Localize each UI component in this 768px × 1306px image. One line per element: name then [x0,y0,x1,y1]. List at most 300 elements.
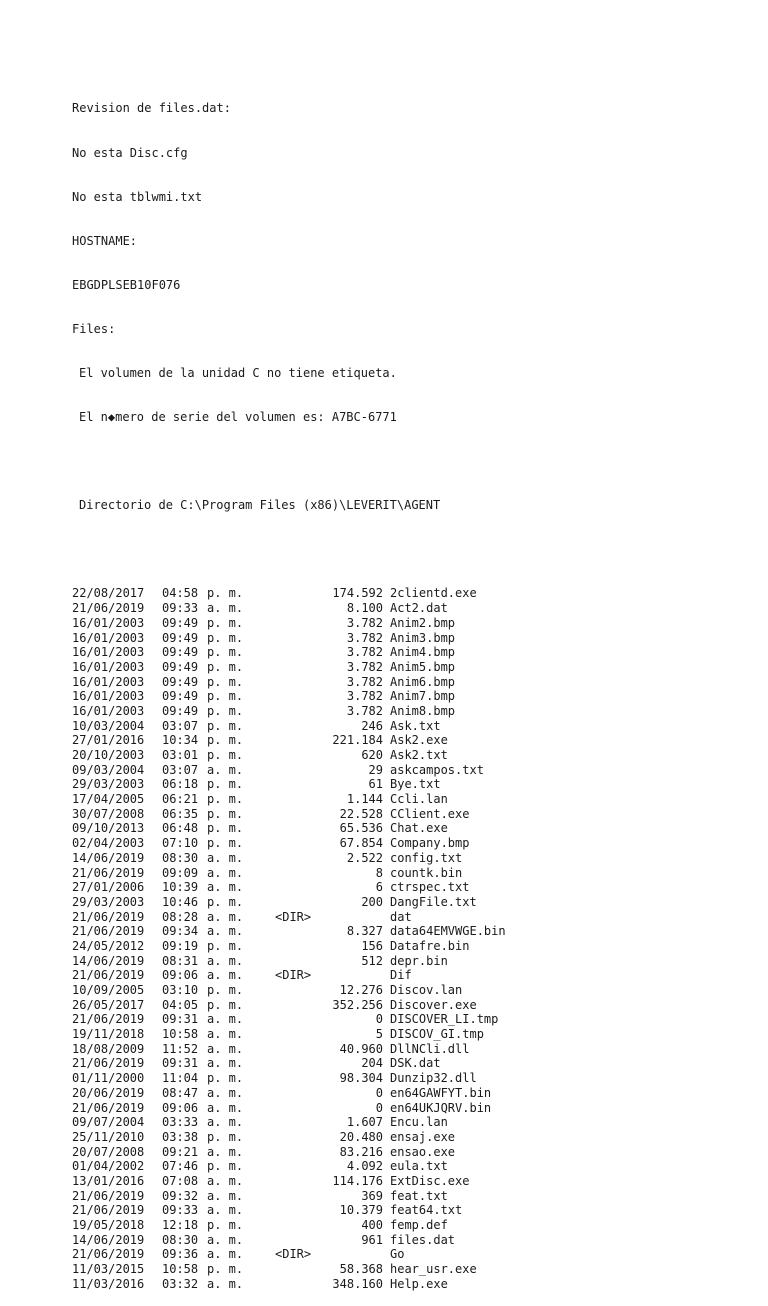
listing-date: 09/10/2013 [72,821,145,836]
listing-size: 3.782 [346,630,383,645]
listing-size: 83.216 [339,1144,383,1159]
directory-line: Directorio de C:\Program Files (x86)\LEVERIT\AGENT [79,498,441,513]
listing-date: 11/03/2016 [72,1276,145,1291]
listing-filename: 2clientd.exe [390,586,477,601]
listing-filename: feat.txt [390,1188,448,1203]
listing-row [72,910,506,925]
listing-filename: Discov.lan [390,983,463,997]
listing-time: 10:34 [162,733,199,748]
listing-filename: files.dat [390,1232,456,1247]
listing-size: 22.528 [339,806,383,821]
listing-row [72,851,506,866]
listing-filename: Ask.txt [390,718,441,733]
listing-date: 20/10/2003 [72,748,145,762]
listing-row [72,1174,506,1189]
listing-size: 8 [375,865,383,880]
listing-size: 61 [368,777,383,792]
listing-time: 09:49 [162,645,199,660]
listing-size: 0 [375,1100,383,1115]
listing-size: 40.960 [339,1041,383,1056]
header-line-tblwmi: No esta tblwmi.txt [72,189,203,204]
listing-row [72,1218,506,1233]
listing-ampm: p. m. [207,983,244,997]
listing-size: 12.276 [339,983,383,997]
listing-date: 21/06/2019 [72,1247,145,1262]
listing-row [72,1203,506,1218]
listing-ampm: a. m. [207,924,244,939]
listing-date: 11/03/2015 [72,1262,145,1277]
volume-label-line: El volumen de la unidad C no tiene etiqueta. [79,365,397,380]
listing-size: 0 [375,1012,383,1027]
listing-filename: Datafre.bin [390,938,470,953]
listing-date: 16/01/2003 [72,645,145,660]
listing-time: 06:35 [162,806,199,821]
listing-time: 09:33 [162,1203,199,1218]
listing-date: 13/01/2016 [72,1173,145,1188]
listing-row [72,821,506,836]
listing-row [72,1130,506,1145]
listing-ampm: a. m. [207,1232,244,1247]
listing-ampm: p. m. [207,645,244,660]
header-line-hostname-label: HOSTNAME: [72,233,138,248]
listing-time: 07:46 [162,1159,199,1174]
listing-size: 65.536 [339,821,383,836]
listing-ampm: p. m. [207,674,244,689]
listing-row [72,704,506,719]
listing-row [72,1159,506,1174]
listing-ampm: p. m. [207,806,244,821]
listing-size: 4.092 [346,1159,383,1174]
listing-dir-marker: <DIR> [275,968,312,983]
listing-dir-marker: <DIR> [275,909,312,924]
listing-filename: DllNCli.dll [390,1041,470,1056]
listing-filename: Anim6.bmp [390,674,456,689]
listing-filename: Ccli.lan [390,792,448,807]
listing-filename: Help.exe [390,1276,448,1291]
listing-ampm: a. m. [207,601,244,616]
listing-filename: Discover.exe [390,997,477,1012]
listing-row [72,1262,506,1277]
listing-ampm: p. m. [207,586,244,601]
listing-date: 14/06/2019 [72,1232,145,1247]
listing-size: 352.256 [332,997,383,1012]
header-line-files-label: Files: [72,321,116,336]
listing-ampm: p. m. [207,777,244,792]
listing-filename: ensaj.exe [390,1129,456,1144]
listing-filename: ctrspec.txt [390,880,470,895]
listing-ampm: p. m. [207,689,244,704]
listing-filename: hear_usr.exe [390,1262,477,1277]
listing-filename: countk.bin [390,865,463,880]
listing-time: 09:49 [162,659,199,674]
header-line-revision: Revision de files.dat: [72,101,231,116]
listing-row [72,777,506,792]
listing-size: 348.160 [332,1276,383,1291]
listing-row [72,954,506,969]
listing-date: 21/06/2019 [72,1100,145,1115]
listing-size: 98.304 [339,1071,383,1086]
listing-date: 25/11/2010 [72,1129,145,1144]
listing-time: 10:58 [162,1262,199,1277]
listing-row [72,1145,506,1160]
listing-time: 08:47 [162,1085,199,1100]
listing-time: 09:49 [162,615,199,630]
listing-filename: Anim5.bmp [390,659,456,674]
listing-filename: Anim4.bmp [390,645,456,660]
listing-row [72,675,506,690]
listing-time: 06:18 [162,777,199,792]
listing-date: 09/03/2004 [72,762,145,777]
listing-date: 21/06/2019 [72,909,145,924]
listing-size: 204 [361,1056,383,1071]
listing-size: 174.592 [332,586,383,601]
listing-size: 369 [361,1188,383,1203]
listing-filename: Anim2.bmp [390,615,456,630]
listing-date: 21/06/2019 [72,1012,145,1027]
listing-filename: Anim8.bmp [390,703,456,718]
listing-row [72,733,506,748]
listing-size: 221.184 [332,733,383,748]
listing-date: 16/01/2003 [72,630,145,645]
listing-ampm: p. m. [207,703,244,718]
listing-ampm: p. m. [207,821,244,836]
listing-date: 30/07/2008 [72,806,145,821]
listing-row [72,616,506,631]
listing-time: 04:58 [162,586,199,601]
listing-size: 5 [375,1027,383,1042]
listing-row [72,1071,506,1086]
listing-size: 156 [361,938,383,953]
listing-ampm: a. m. [207,1085,244,1100]
listing-row [72,1115,506,1130]
listing-ampm: a. m. [207,1247,244,1262]
listing-ampm: a. m. [207,1203,244,1218]
listing-date: 21/06/2019 [72,865,145,880]
listing-ampm: a. m. [207,1012,244,1027]
listing-filename: data64EMVWGE.bin [390,924,506,939]
listing-ampm: a. m. [207,762,244,777]
listing-time: 09:06 [162,1100,199,1115]
listing-size: 114.176 [332,1173,383,1188]
listing-row [72,1027,506,1042]
listing-ampm: a. m. [207,865,244,880]
listing-size: 3.782 [346,645,383,660]
listing-filename: DSK.dat [390,1056,441,1071]
listing-ampm: p. m. [207,938,244,953]
listing-size: 0 [375,1085,383,1100]
listing-size: 10.379 [339,1203,383,1218]
listing-filename: Encu.lan [390,1115,448,1130]
listing-filename: DISCOVER_LI.tmp [390,1012,499,1027]
listing-size: 58.368 [339,1262,383,1277]
listing-date: 27/01/2006 [72,880,145,895]
listing-row [72,1012,506,1027]
listing-filename: dat [390,909,412,924]
listing-ampm: a. m. [207,1188,244,1203]
listing-ampm: a. m. [207,1027,244,1042]
listing-date: 01/11/2000 [72,1071,145,1086]
blank-line [72,542,506,557]
listing-time: 11:04 [162,1071,199,1086]
file-listing [72,586,506,1291]
listing-ampm: p. m. [207,1218,244,1232]
listing-filename: config.txt [390,850,463,865]
listing-date: 16/01/2003 [72,659,145,674]
listing-filename: Go [390,1247,405,1262]
listing-date: 21/06/2019 [72,968,145,983]
listing-date: 21/06/2019 [72,924,145,939]
listing-row [72,586,506,601]
listing-ampm: p. m. [207,1262,244,1277]
listing-row [72,792,506,807]
listing-time: 03:38 [162,1129,199,1144]
listing-date: 20/06/2019 [72,1085,145,1100]
listing-row [72,631,506,646]
listing-filename: DangFile.txt [390,894,477,909]
listing-date: 10/09/2005 [72,983,145,997]
listing-time: 03:10 [162,983,199,997]
listing-row [72,763,506,778]
listing-dir-marker: <DIR> [275,1247,312,1262]
listing-time: 08:30 [162,1232,199,1247]
listing-time: 09:33 [162,601,199,616]
listing-date: 26/05/2017 [72,997,145,1012]
listing-date: 17/04/2005 [72,792,145,807]
listing-row [72,748,506,763]
listing-filename: depr.bin [390,953,448,968]
listing-row [72,866,506,881]
listing-date: 21/06/2019 [72,601,145,616]
listing-time: 09:32 [162,1188,199,1203]
listing-filename: ensao.exe [390,1144,456,1159]
listing-filename: CClient.exe [390,806,470,821]
listing-ampm: p. m. [207,630,244,645]
listing-filename: askcampos.txt [390,762,484,777]
listing-ampm: p. m. [207,748,244,762]
listing-ampm: p. m. [207,718,244,733]
listing-filename: femp.def [390,1218,448,1232]
listing-filename: Anim3.bmp [390,630,456,645]
listing-date: 20/07/2008 [72,1144,145,1159]
listing-date: 14/06/2019 [72,953,145,968]
listing-size: 620 [361,748,383,762]
listing-time: 07:10 [162,836,199,851]
listing-size: 3.782 [346,615,383,630]
header-line-disc-cfg: No esta Disc.cfg [72,145,188,160]
listing-date: 21/06/2019 [72,1056,145,1071]
listing-date: 22/08/2017 [72,586,145,601]
listing-time: 09:09 [162,865,199,880]
listing-row [72,807,506,822]
listing-date: 21/06/2019 [72,1203,145,1218]
listing-ampm: p. m. [207,792,244,807]
listing-size: 8.327 [346,924,383,939]
listing-ampm: p. m. [207,1071,244,1086]
listing-filename: DISCOV_GI.tmp [390,1027,484,1042]
listing-size: 3.782 [346,659,383,674]
listing-time: 09:49 [162,630,199,645]
listing-ampm: p. m. [207,836,244,851]
listing-time: 08:28 [162,909,199,924]
listing-time: 09:06 [162,968,199,983]
listing-time: 03:01 [162,748,199,762]
listing-date: 29/03/2003 [72,894,145,909]
listing-size: 29 [368,762,383,777]
listing-time: 03:33 [162,1115,199,1130]
listing-filename: Dif [390,968,412,983]
listing-date: 27/01/2016 [72,733,145,748]
listing-filename: Company.bmp [390,836,470,851]
listing-size: 1.144 [346,792,383,807]
listing-size: 3.782 [346,674,383,689]
listing-date: 09/07/2004 [72,1115,145,1130]
listing-size: 1.607 [346,1115,383,1130]
listing-time: 04:05 [162,997,199,1012]
listing-time: 08:31 [162,953,199,968]
listing-ampm: p. m. [207,1129,244,1144]
listing-row [72,924,506,939]
listing-time: 12:18 [162,1218,199,1232]
listing-date: 18/08/2009 [72,1041,145,1056]
listing-size: 246 [361,718,383,733]
listing-size: 200 [361,894,383,909]
volume-serial-line: El n◆mero de serie del volumen es: A7BC-6771 [79,410,397,425]
listing-filename: Ask2.txt [390,748,448,762]
listing-row [72,968,506,983]
listing-filename: Anim7.bmp [390,689,456,704]
listing-ampm: p. m. [207,894,244,909]
listing-size: 20.480 [339,1129,383,1144]
listing-filename: Dunzip32.dll [390,1071,477,1086]
listing-ampm: a. m. [207,968,244,983]
listing-filename: Chat.exe [390,821,448,836]
listing-time: 10:46 [162,894,199,909]
listing-ampm: a. m. [207,953,244,968]
listing-row [72,1101,506,1116]
listing-ampm: a. m. [207,1144,244,1159]
listing-row [72,719,506,734]
listing-size: 2.522 [346,850,383,865]
listing-date: 01/04/2002 [72,1159,145,1174]
listing-time: 03:07 [162,762,199,777]
listing-ampm: a. m. [207,1115,244,1130]
listing-date: 19/05/2018 [72,1218,145,1232]
listing-time: 06:48 [162,821,199,836]
listing-row [72,1189,506,1204]
listing-row [72,1247,506,1262]
listing-size: 961 [361,1232,383,1247]
listing-time: 10:58 [162,1027,199,1042]
listing-date: 16/01/2003 [72,703,145,718]
listing-time: 09:31 [162,1012,199,1027]
listing-size: 400 [361,1218,383,1232]
listing-time: 09:49 [162,703,199,718]
listing-time: 09:34 [162,924,199,939]
listing-time: 09:36 [162,1247,199,1262]
listing-row [72,1277,506,1292]
listing-time: 09:31 [162,1056,199,1071]
listing-row [72,689,506,704]
listing-filename: Bye.txt [390,777,441,792]
listing-row [72,1086,506,1101]
listing-filename: en64GAWFYT.bin [390,1085,492,1100]
listing-filename: ExtDisc.exe [390,1173,470,1188]
listing-ampm: a. m. [207,909,244,924]
listing-date: 21/06/2019 [72,1188,145,1203]
listing-date: 10/03/2004 [72,718,145,733]
listing-date: 14/06/2019 [72,850,145,865]
listing-size: 3.782 [346,689,383,704]
listing-row [72,880,506,895]
listing-ampm: a. m. [207,880,244,895]
header-line-hostname-value: EBGDPLSEB10F076 [72,277,181,292]
blank-line [72,454,506,469]
listing-filename: eula.txt [390,1159,448,1174]
listing-time: 06:21 [162,792,199,807]
listing-row [72,601,506,616]
listing-row [72,998,506,1013]
listing-date: 16/01/2003 [72,674,145,689]
listing-ampm: a. m. [207,1056,244,1071]
listing-time: 10:39 [162,880,199,895]
listing-ampm: p. m. [207,615,244,630]
listing-date: 02/04/2003 [72,836,145,851]
listing-date: 19/11/2018 [72,1027,145,1042]
listing-date: 24/05/2012 [72,938,145,953]
listing-row [72,836,506,851]
listing-filename: feat64.txt [390,1203,463,1218]
listing-ampm: p. m. [207,1159,244,1174]
listing-time: 07:08 [162,1173,199,1188]
listing-size: 3.782 [346,703,383,718]
listing-row [72,660,506,675]
listing-row [72,1042,506,1057]
listing-time: 08:30 [162,850,199,865]
listing-filename: Act2.dat [390,601,448,616]
listing-row [72,1233,506,1248]
listing-time: 09:21 [162,1144,199,1159]
listing-ampm: a. m. [207,1276,244,1291]
listing-row [72,895,506,910]
listing-row [72,645,506,660]
listing-row [72,1056,506,1071]
listing-size: 6 [375,880,383,895]
listing-date: 29/03/2003 [72,777,145,792]
listing-ampm: a. m. [207,1100,244,1115]
listing-time: 03:32 [162,1276,199,1291]
listing-row [72,939,506,954]
listing-time: 11:52 [162,1041,199,1056]
document-text [72,72,506,1306]
listing-ampm: a. m. [207,1041,244,1056]
listing-row [72,983,506,998]
listing-size: 67.854 [339,836,383,851]
listing-time: 09:19 [162,938,199,953]
listing-size: 512 [361,953,383,968]
listing-time: 03:07 [162,718,199,733]
listing-ampm: p. m. [207,997,244,1012]
listing-date: 16/01/2003 [72,615,145,630]
listing-ampm: a. m. [207,1173,244,1188]
listing-ampm: p. m. [207,659,244,674]
listing-ampm: p. m. [207,733,244,748]
listing-date: 16/01/2003 [72,689,145,704]
listing-filename: en64UKJQRV.bin [390,1100,492,1115]
listing-time: 09:49 [162,689,199,704]
listing-ampm: a. m. [207,850,244,865]
listing-time: 09:49 [162,674,199,689]
listing-filename: Ask2.exe [390,733,448,748]
